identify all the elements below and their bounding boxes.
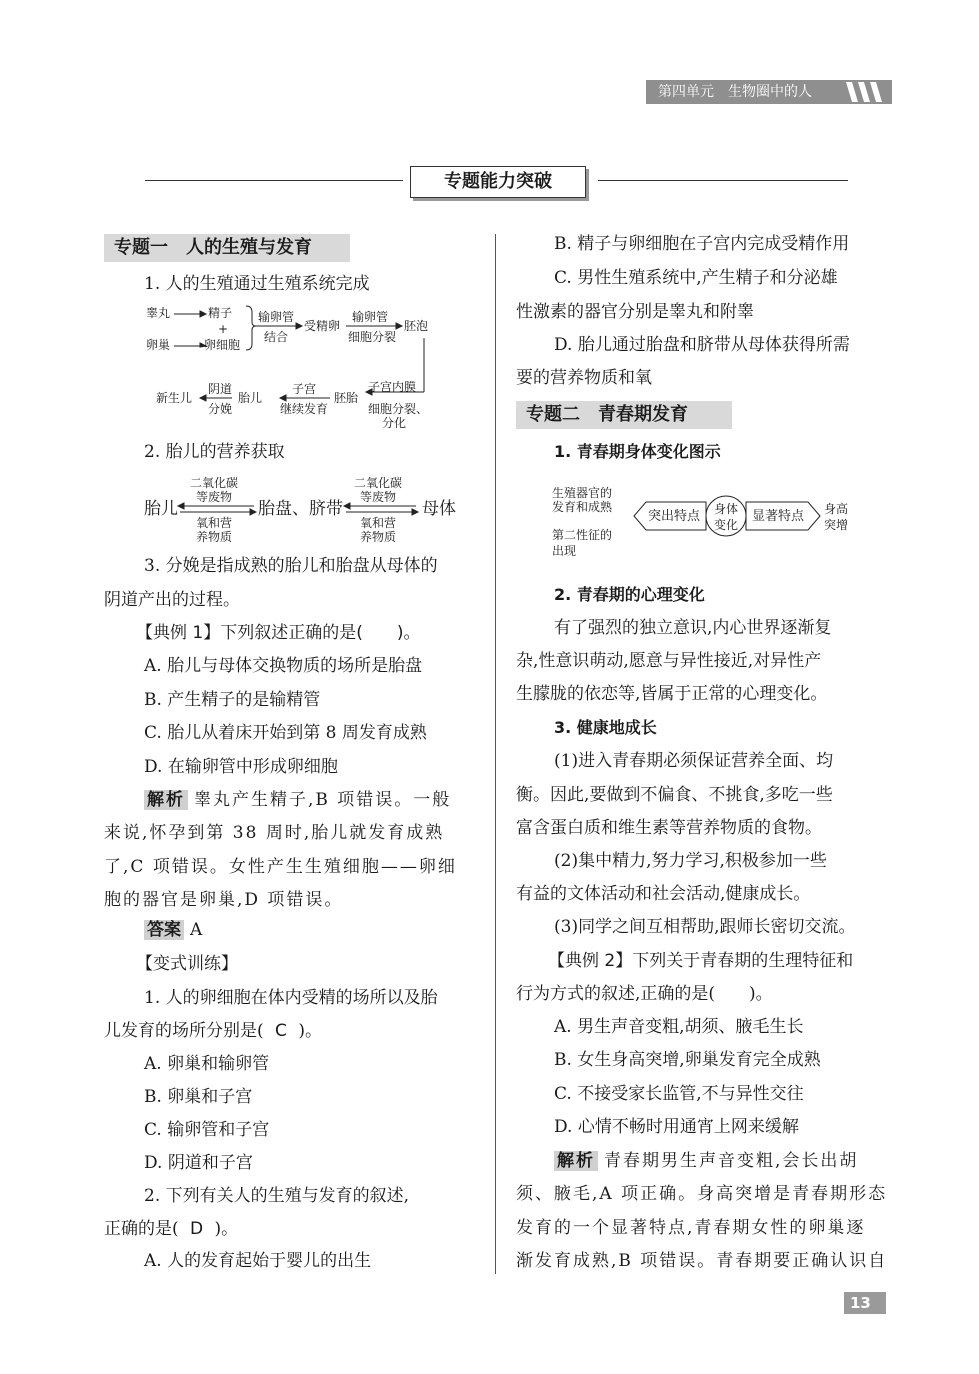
height-label-2: 突增 [824,518,849,532]
analysis-1-line2: 来说,怀孕到第 38 周时,胎儿就发育成熟 [104,823,445,843]
analysis-2-text: 青春期男生声音变粗,会长出胡 [604,1151,859,1171]
nutrition-diagram [144,476,464,546]
page-number: 13 [844,1292,886,1314]
body-change-diagram [552,482,862,562]
puberty-body-heading: 1. 青春期身体变化图示 [554,442,721,461]
variant-q2-line1: 2. 下列有关人的生殖与发育的叙述, [144,1186,410,1206]
secondary-label-2: 出现 [552,544,577,558]
psych-line1: 有了强烈的独立意识,内心世界逐渐复 [554,618,832,638]
oviduct-label: 输卵管 [258,310,295,324]
psych-line3: 生朦胧的依恋等,皆属于正常的心理变化。 [516,684,828,704]
growth-3: (3)同学之间互相帮助,跟师长密切交流。 [554,917,856,937]
variant-q2-line2 [104,1213,238,1246]
variant-q2-option-b: B. 精子与卵细胞在子宫内完成受精作用 [554,234,850,254]
analysis-1-line4: 胞的器官是卵巢,D 项错误。 [104,890,344,910]
variant-q1-option-c: C. 输卵管和子宫 [144,1120,270,1140]
title-rule-right [598,180,848,181]
newborn-label: 新生儿 [156,391,193,405]
variant-q1-line1: 1. 人的卵细胞在体内受精的场所以及胎 [144,988,438,1008]
stripes-decoration [844,82,884,102]
co2-label: 二氧化碳 [190,476,239,490]
variant-training-heading: 【变式训练】 [136,954,238,974]
cell-division-diff-label: 细胞分裂、 [368,402,429,416]
variant-q1-close: )。 [298,1021,322,1041]
growth-1-line2: 衡。因此,要做到不偏食、不挑食,多吃一些 [516,785,833,805]
answer-tag: 答案 [144,920,184,940]
differentiation-label: 分化 [382,416,407,430]
variant-q1-option-b: B. 卵巢和子宫 [144,1087,253,1107]
analysis-tag: 解析 [144,790,188,810]
healthy-growth-heading: 3. 健康地成长 [554,718,657,737]
reproduction-diagram [146,300,446,432]
example-2-line1: 【典例 2】下列关于青春期的生理特征和 [548,951,854,971]
variant-q1-line2 [104,1015,322,1048]
variant-q1-answer: C [275,1021,287,1041]
waste-label: 等废物 [196,490,233,504]
combine-label: 结合 [264,330,289,344]
growth-1-line3: 富含蛋白质和维生素等营养物质的食物。 [516,818,822,838]
testis-label: 睾丸 [146,306,171,320]
answer-1 [144,914,202,947]
topic-two-heading: 专题二 青春期发育 [516,401,732,429]
example-1-option-d: D. 在输卵管中形成卵细胞 [144,757,338,777]
nutrients-label: 养物质 [196,530,233,544]
example-1-option-a: A. 胎儿与母体交换物质的场所是胎盘 [144,656,423,676]
example-2-option-a: A. 男生声音变粗,胡须、腋毛生长 [554,1017,804,1037]
variant-q1-stem: 儿发育的场所分别是( [104,1021,264,1041]
growth-1-line1: (1)进入青春期必须保证营养全面、均 [554,751,834,771]
example-1-question: 【典例 1】下列叙述正确的是( )。 [136,623,421,643]
placenta-node: 胎盘、脐带 [258,499,343,519]
body-change-label-1: 身体 [714,502,739,516]
title-rule-left [145,180,403,181]
analysis-1-line1 [144,784,451,817]
variant-q2-option-a: A. 人的发育起始于婴儿的出生 [144,1251,372,1271]
example-1-option-b: B. 产生精子的是输精管 [144,690,321,710]
continue-development-label: 继续发育 [280,402,329,416]
example-2-option-d: D. 心情不畅时用通宵上网来缓解 [554,1117,799,1137]
sperm-label: 精子 [208,306,233,320]
mother-node: 母体 [422,499,456,519]
organ-label-2: 发育和成熟 [552,500,613,514]
unit-header [646,80,892,104]
analysis-1-text: 睾丸产生精子,B 项错误。一般 [194,790,452,810]
puberty-psych-heading: 2. 青春期的心理变化 [554,585,705,604]
example-2-line2: 行为方式的叙述,正确的是( )。 [516,984,773,1004]
egg-label: 卵细胞 [204,338,241,352]
organ-label-1: 生殖器官的 [552,486,613,500]
uterus-label: 子宫 [292,382,317,396]
body-change-label-2: 变化 [714,518,739,532]
topic-one-heading: 专题一 人的生殖与发育 [104,234,350,262]
analysis-tag-2: 解析 [554,1151,598,1171]
height-label-1: 身高 [824,502,849,516]
oxygen-label: 氧和营 [196,516,233,530]
unit-title: 第四单元 生物圈中的人 [658,84,812,100]
example-2-option-c: C. 不接受家长监管,不与异性交往 [554,1084,804,1104]
variant-q1-option-d: D. 阴道和子宫 [144,1153,253,1173]
zygote-label: 受精卵 [304,319,341,333]
growth-2-line1: (2)集中精力,努力学习,积极参加一些 [554,851,827,871]
oviduct-label-2: 输卵管 [352,310,389,324]
point-3-line2: 阴道产出的过程。 [104,590,240,610]
embryo-label: 胚胎 [334,391,359,405]
variant-q1-option-a: A. 卵巢和输卵管 [144,1054,270,1074]
answer-1-value: A [190,920,203,940]
variant-q2-close: )。 [214,1219,239,1239]
variant-q2-option-d-line2: 要的营养物质和氧 [516,368,652,388]
column-divider [495,234,496,1274]
variant-q2-stem: 正确的是( [104,1219,179,1239]
example-1-option-c: C. 胎儿从着床开始到第 8 周发育成熟 [144,723,427,743]
co2-label-2: 二氧化碳 [354,476,403,490]
variant-q2-option-d-line1: D. 胎儿通过胎盘和脐带从母体获得所需 [554,335,850,355]
analysis-2-line3: 发育的一个显著特点,青春期女性的卵巢逐 [516,1218,866,1238]
waste-label-2: 等废物 [360,490,397,504]
cell-division-label: 细胞分裂 [348,330,397,344]
variant-q2-answer: D [190,1219,204,1239]
oxygen-label-2: 氧和营 [360,516,397,530]
point-2: 2. 胎儿的营养获取 [144,442,285,462]
example-2-option-b: B. 女生身高突增,卵巢发育完全成熟 [554,1050,821,1070]
nutrients-label-2: 养物质 [360,530,397,544]
notable-feature-label: 显著特点 [752,509,805,524]
plus-sign: + [218,322,229,336]
psych-line2: 杂,性意识萌动,愿意与异性接近,对异性产 [516,651,822,671]
ovary-label: 卵巢 [146,338,171,352]
point-3-line1: 3. 分娩是指成熟的胎儿和胎盘从母体的 [144,556,438,576]
variant-q2-option-c-line2: 性激素的器官分别是睾丸和附睾 [516,302,754,322]
secondary-label-1: 第二性征的 [552,528,613,542]
point-1: 1. 人的生殖通过生殖系统完成 [144,274,370,294]
analysis-2-line2: 须、腋毛,A 项正确。身高突增是青春期形态 [516,1184,888,1204]
blastocyst-label: 胚泡 [404,319,429,333]
vagina-label: 阴道 [208,382,233,396]
endometrium-label: 子宫内膜 [368,380,417,394]
fetus-label: 胎儿 [238,391,263,405]
section-title: 专题能力突破 [410,166,586,198]
prominent-feature-label: 突出特点 [648,509,701,524]
fetus-node: 胎儿 [144,499,178,519]
analysis-1-line3: 了,C 项错误。女性产生生殖细胞——卵细 [104,857,457,877]
analysis-2-line1 [554,1145,858,1178]
delivery-label: 分娩 [208,402,233,416]
growth-2-line2: 有益的文体活动和社会活动,健康成长。 [516,884,811,904]
variant-q2-option-c-line1: C. 男性生殖系统中,产生精子和分泌雄 [554,268,838,288]
analysis-2-line4: 渐发育成熟,B 项错误。青春期要正确认识自 [516,1251,888,1271]
